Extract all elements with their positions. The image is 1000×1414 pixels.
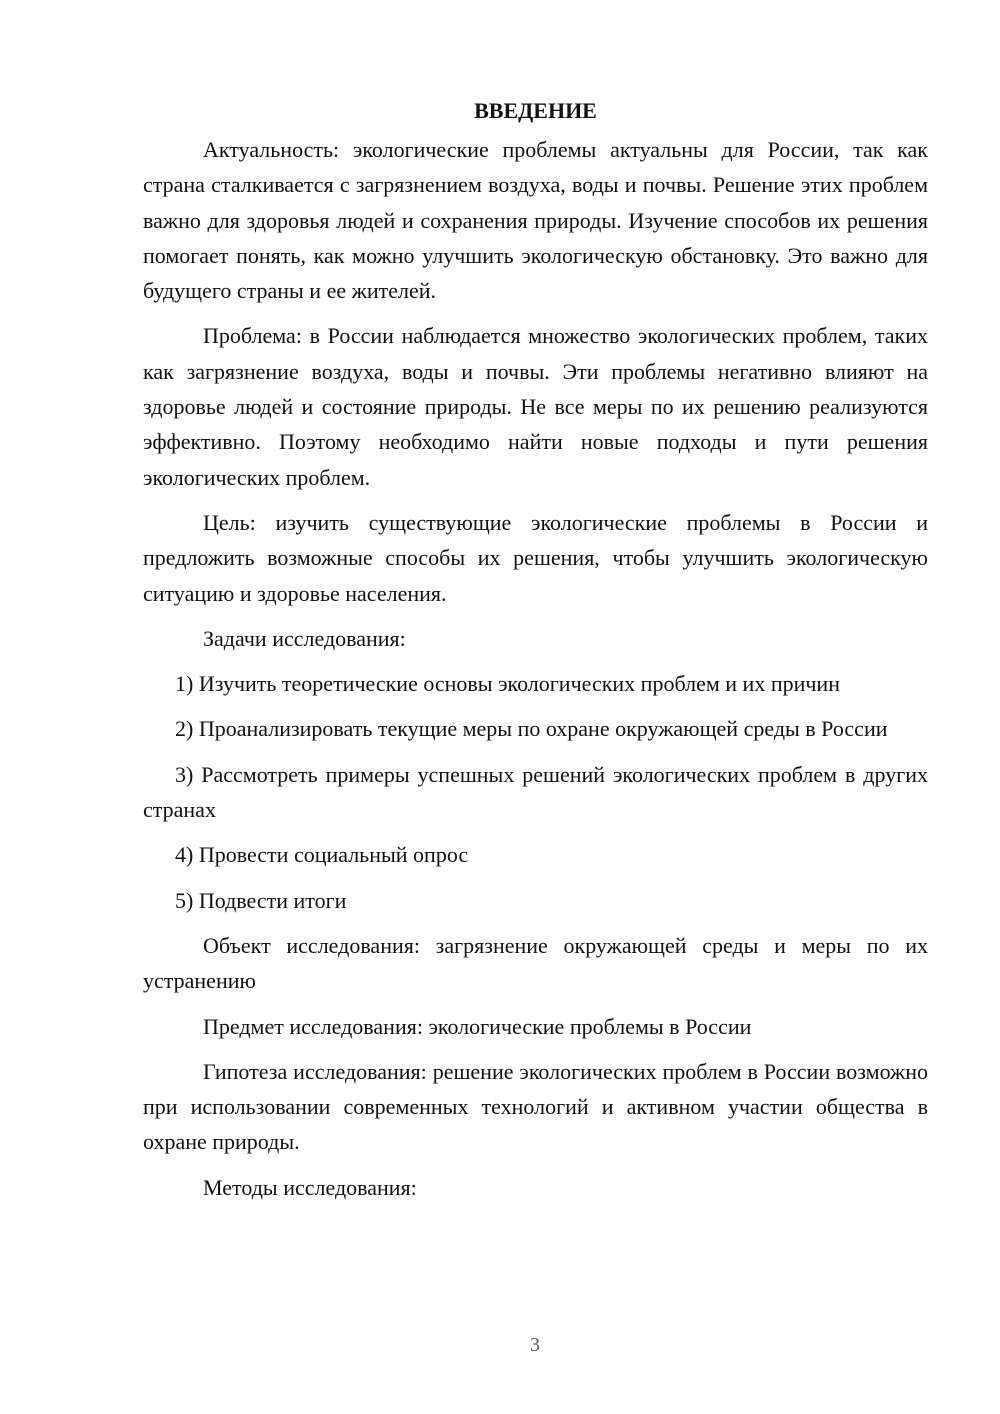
task-item-4: 4) Провести социальный опрос — [175, 842, 469, 868]
paragraph-object: Объект исследования: загрязнение окружающей среды и меры по их устранению — [143, 932, 928, 994]
paragraph-relevance: Актуальность: экологические проблемы актуальны для России, так как страна сталкивается с загрязнением воздуха, воды и почвы. Решение этих проблем важно для здоровья людей и сохранения природы. Изучение способов их решения помогает понять, как можно улучшить экологическую обстановку. Это важно для будущего страны и ее жителей. — [143, 137, 928, 304]
paragraph-subject: Предмет исследования: экологические проблемы в России — [203, 1013, 752, 1039]
paragraph-methods-title: Методы исследования: — [203, 1174, 417, 1200]
paragraph-hypothesis: Гипотеза исследования: решение экологических проблем в России возможно при использовании современных технологий и активном участии общества в охране природы. — [143, 1058, 928, 1155]
section-heading: ВВЕДЕНИЕ — [474, 98, 597, 123]
paragraph-goal: Цель: изучить существующие экологические проблемы в России и предложить возможные способы их решения, чтобы улучшить экологическую ситуацию и здоровье населения. — [143, 509, 928, 606]
paragraph-problem: Проблема: в России наблюдается множество экологических проблем, таких как загрязнение воздуха, воды и почвы. Эти проблемы негативно влияют на здоровье людей и состояние природы. Не все меры по их решению реализуются эффективно. Поэтому необходимо найти новые подходы и пути решения экологических проблем. — [143, 323, 928, 490]
task-item-3: 3) Рассмотреть примеры успешных решений экологических проблем в других странах — [143, 761, 928, 823]
page-number: 3 — [530, 1334, 540, 1356]
task-item-1: 1) Изучить теоретические основы экологических проблем и их причин — [175, 671, 840, 697]
task-item-2: 2) Проанализировать текущие меры по охране окружающей среды в России — [175, 716, 888, 742]
page-content — [143, 93, 928, 1205]
task-item-5: 5) Подвести итоги — [175, 887, 347, 913]
paragraph-tasks-title: Задачи исследования: — [203, 625, 406, 651]
